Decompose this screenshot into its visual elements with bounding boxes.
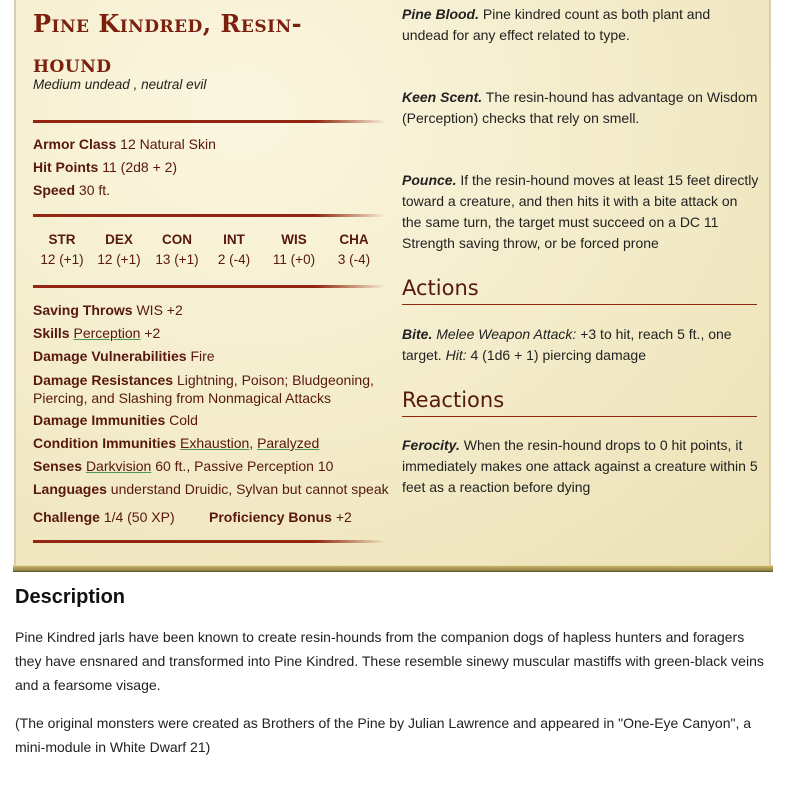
skills-value: +2: [144, 325, 161, 341]
description-source-note: (The original monsters were created as Brothers of the Pine by Julian Lawrence and appeared in "One-Eye Canyon", a mini-module in White Dwarf 21): [15, 715, 752, 755]
ability-score: 13 (+1): [155, 252, 199, 267]
monster-type-alignment: Medium undead , neutral evil: [33, 77, 207, 92]
ability-name: INT: [223, 232, 245, 247]
action-name: Bite.: [402, 326, 433, 342]
senses: [33, 458, 333, 474]
trait-text: If the resin-hound moves at least 15 feet directly toward a creature, and then hits it with a bite attack on the same turn, the target must succeed on a DC 11 Strength saving throw, or be forced prone: [402, 172, 759, 251]
reaction-text: When the resin-hound drops to 0 hit points, it immediately makes one attack against a creature within 5 feet as a reaction before dying: [402, 437, 758, 495]
senses-value: 60 ft., Passive Perception 10: [155, 458, 334, 474]
trait-keen-scent: [402, 87, 760, 129]
reaction-ferocity: [402, 435, 760, 498]
languages-label: Languages: [33, 481, 107, 497]
hit-points: [33, 159, 177, 175]
challenge: [33, 509, 175, 525]
saving-throws: [33, 302, 183, 318]
reactions-heading: Reactions: [402, 388, 757, 417]
monster-name: Pine Kindred, Resin-hound: [33, 9, 303, 78]
damage-vulnerabilities: [33, 348, 215, 364]
description-paragraph: Pine Kindred jarls have been known to create resin-hounds from the companion dogs of hapless hunters and foragers they have ensnared and transformed into Pine Kindred. These resemble sinewy muscular mastiffs with green-black veins and a fearsome visage.: [15, 629, 764, 693]
ability-name: CON: [162, 232, 192, 247]
action-bite: [402, 324, 760, 366]
hit-points-label: Hit Points: [33, 159, 99, 175]
armor-class-label: Armor Class: [33, 136, 117, 152]
ability-name: DEX: [105, 232, 133, 247]
ability-name: CHA: [339, 232, 369, 247]
trait-text: Pine kindred count as both plant and undead for any effect related to type.: [402, 6, 711, 43]
ability-score: 11 (+0): [272, 252, 316, 267]
challenge-label: Challenge: [33, 509, 100, 525]
divider: [33, 285, 386, 288]
saving-throws-label: Saving Throws: [33, 302, 133, 318]
saving-throws-value: WIS +2: [136, 302, 183, 318]
proficiency-bonus: [209, 509, 352, 525]
divider: [33, 214, 386, 217]
hit-points-value: 11 (2d8 + 2): [102, 159, 178, 175]
trait-name: Keen Scent.: [402, 89, 483, 105]
damage-immunities-label: Damage Immunities: [33, 412, 166, 428]
action-type: Melee Weapon Attack:: [436, 326, 577, 342]
ability-int: [209, 231, 259, 267]
languages-value: understand Druidic, Sylvan but cannot speak: [110, 481, 389, 497]
darkvision-link[interactable]: Darkvision: [85, 458, 152, 474]
skills-label: Skills: [33, 325, 70, 341]
speed: [33, 182, 110, 198]
paralyzed-link[interactable]: Paralyzed: [257, 435, 320, 451]
ability-con: [152, 231, 202, 267]
proficiency-bonus-value: +2: [335, 509, 352, 525]
ability-cha: [329, 231, 379, 267]
challenge-value: 1/4 (50 XP): [103, 509, 175, 525]
stat-block-bottom-border: [13, 565, 773, 572]
damage-vulnerabilities-value: Fire: [190, 348, 215, 364]
exhaustion-link[interactable]: Exhaustion: [180, 435, 250, 451]
ability-score: 12 (+1): [97, 252, 141, 267]
proficiency-bonus-label: Proficiency Bonus: [209, 509, 332, 525]
damage-resistances-value: Lightning, Poison; Bludgeoning, Piercing, and Slashing from Nonmagical Attacks: [33, 372, 374, 406]
condition-separator: ,: [249, 435, 254, 451]
armor-class-value: 12 Natural Skin: [120, 136, 216, 152]
damage-vulnerabilities-label: Damage Vulnerabilities: [33, 348, 187, 364]
damage-immunities: [33, 412, 198, 428]
description-title: Description: [15, 586, 126, 608]
skills: [33, 325, 160, 341]
ability-score: 2 (-4): [217, 252, 251, 267]
ability-name: STR: [48, 232, 76, 247]
ability-score: 3 (-4): [337, 252, 371, 267]
condition-immunities-label: Condition Immunities: [33, 435, 177, 451]
ability-str: [37, 231, 87, 267]
ability-name: WIS: [281, 232, 307, 247]
condition-immunities: [33, 435, 319, 451]
divider: [33, 120, 386, 123]
trait-pine-blood: [402, 4, 760, 46]
ability-score: 12 (+1): [40, 252, 84, 267]
trait-text: The resin-hound has advantage on Wisdom (Perception) checks that rely on smell.: [402, 89, 758, 126]
ability-dex: [94, 231, 144, 267]
damage-resistances: [33, 371, 383, 407]
action-hit-label: Hit:: [445, 347, 467, 363]
ability-wis: [269, 231, 319, 267]
senses-label: Senses: [33, 458, 83, 474]
speed-value: 30 ft.: [78, 182, 111, 198]
divider: [33, 540, 386, 543]
stat-block: [14, 0, 771, 565]
action-damage: 4 (1d6 + 1) piercing damage: [470, 347, 646, 363]
damage-resistances-label: Damage Resistances: [33, 372, 174, 388]
armor-class: [33, 136, 216, 152]
damage-immunities-value: Cold: [169, 412, 198, 428]
action-text: +3 to hit, reach 5 ft., one target.: [402, 326, 732, 363]
reaction-name: Ferocity.: [402, 437, 460, 453]
trait-name: Pounce.: [402, 172, 457, 188]
perception-link[interactable]: Perception: [73, 325, 141, 341]
speed-label: Speed: [33, 182, 76, 198]
trait-pounce: [402, 170, 760, 254]
languages: [33, 481, 389, 497]
trait-name: Pine Blood.: [402, 6, 479, 22]
actions-heading: Actions: [402, 276, 757, 305]
